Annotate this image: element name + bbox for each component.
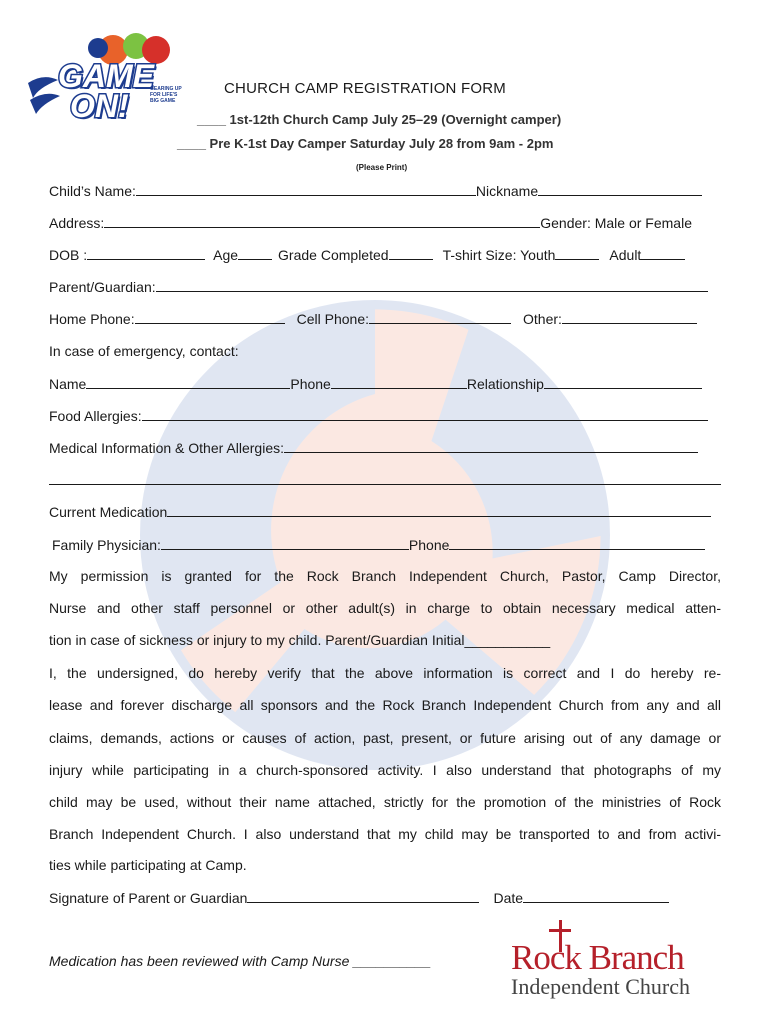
please-print-note: (Please Print) <box>356 163 408 172</box>
row-food <box>49 406 708 425</box>
camp-option-overnight <box>197 112 561 127</box>
row-emergency-contact <box>49 374 702 393</box>
permission-line-1: My permission is granted for the Rock Branch Independent Church, Pastor, Camp Director, <box>49 568 721 584</box>
parent-field[interactable] <box>156 277 708 292</box>
food-label: Food Allergies: <box>49 408 142 424</box>
logo-tagline: GEARING UP FOR LIFE'S BIG GAME <box>150 86 182 104</box>
child-name-label: Child’s Name: <box>49 183 136 199</box>
grade-field[interactable] <box>389 245 433 260</box>
address-field[interactable] <box>104 213 540 228</box>
relationship-field[interactable] <box>544 374 702 389</box>
church-name-line1: Rock Branch <box>511 938 684 977</box>
overnight-text: 1st-12th Church Camp July 25–29 (Overnight camper) <box>229 112 562 127</box>
physician-field[interactable] <box>161 535 409 550</box>
row-phones <box>49 309 697 328</box>
game-on-logo <box>28 28 188 128</box>
church-name-line2: Independent Church <box>511 974 690 999</box>
nickname-field[interactable] <box>538 181 702 196</box>
cell-phone-field[interactable] <box>369 309 511 324</box>
release-line-4: injury while participating in a church-sponsored activity. I also understand that photographs of my <box>49 762 721 778</box>
day-blank[interactable]: ____ <box>177 136 206 151</box>
row-parent <box>49 277 708 296</box>
row-medical <box>49 438 698 457</box>
address-label: Address: <box>49 215 105 231</box>
date-field[interactable] <box>523 888 669 903</box>
day-text: Pre K-1st Day Camper Saturday July 28 from 9am - 2pm <box>209 136 554 151</box>
logo-game-text: GAME <box>58 58 154 94</box>
medical-field-line2[interactable] <box>49 484 721 485</box>
food-field[interactable] <box>142 406 708 421</box>
release-line-2: lease and forever discharge all sponsors and the Rock Branch Independent Church from any and all <box>49 697 721 713</box>
camp-option-day <box>177 136 553 151</box>
phone-label: Phone <box>290 376 331 392</box>
overnight-blank[interactable]: ____ <box>197 112 226 127</box>
emergency-phone-field[interactable] <box>331 374 467 389</box>
permission-line-2: Nurse and other staff personnel or other adult(s) in charge to obtain necessary medical atten- <box>49 600 721 616</box>
row-address <box>49 213 692 232</box>
physician-label: Family Physician: <box>52 537 161 553</box>
age-label: Age <box>213 247 239 263</box>
physician-phone-label: Phone <box>408 537 450 553</box>
form-title: CHURCH CAMP REGISTRATION FORM <box>224 80 506 97</box>
row-physician <box>52 535 705 554</box>
medication-field[interactable] <box>167 502 711 517</box>
release-line-6: Branch Independent Church. I also understand that my child may be transported to and from activi- <box>49 826 721 842</box>
dob-field[interactable] <box>87 245 205 260</box>
release-line-3: claims, demands, actions or causes of action, past, present, or future arising out of any damage or <box>49 730 721 746</box>
medical-field[interactable] <box>284 438 698 453</box>
release-line-1: I, the undersigned, do hereby verify that the above information is correct and I do hereby re- <box>49 665 721 681</box>
cell-phone-label: Cell Phone: <box>296 311 369 327</box>
signature-field[interactable] <box>247 888 479 903</box>
medical-label: Medical Information & Other Allergies: <box>49 440 284 456</box>
relationship-label: Relationship <box>466 376 544 392</box>
rock-branch-logo <box>505 920 730 1000</box>
name-label: Name <box>49 376 87 392</box>
tshirt-youth-field[interactable] <box>555 245 599 260</box>
release-line-5: child may be used, without their name attached, strictly for the promotion of the ministries of Rock <box>49 794 721 810</box>
emergency-heading: In case of emergency, contact: <box>49 343 239 359</box>
row-dob <box>49 245 685 264</box>
dob-label: DOB : <box>49 247 88 263</box>
release-line-7: ties while participating at Camp. <box>49 857 247 873</box>
child-name-field[interactable] <box>136 181 476 196</box>
medication-label: Current Medication <box>49 504 168 520</box>
adult-label: Adult <box>609 247 642 263</box>
date-label: Date <box>493 890 524 906</box>
age-field[interactable] <box>238 245 272 260</box>
tshirt-adult-field[interactable] <box>641 245 685 260</box>
medication-review-line[interactable]: Medication has been reviewed with Camp Nurse __________ <box>49 953 432 969</box>
nickname-label: Nickname <box>475 183 539 199</box>
row-child-name <box>49 181 702 200</box>
home-phone-label: Home Phone: <box>49 311 135 327</box>
permission-line-3: tion in case of sickness or injury to my child. Parent/Guardian Initial___________ <box>49 632 551 648</box>
logo-on-text: ON! <box>70 88 129 124</box>
other-label: Other: <box>523 311 562 327</box>
grade-label: Grade Completed <box>278 247 389 263</box>
tshirt-label: T-shirt Size: Youth <box>442 247 556 263</box>
home-phone-field[interactable] <box>135 309 285 324</box>
signature-label: Signature of Parent or Guardian <box>49 890 248 906</box>
row-signature <box>49 888 669 907</box>
gender-label[interactable]: Gender: Male or Female <box>540 215 692 231</box>
parent-label: Parent/Guardian: <box>49 279 156 295</box>
physician-phone-field[interactable] <box>449 535 705 550</box>
emergency-name-field[interactable] <box>86 374 290 389</box>
row-medication <box>49 502 711 521</box>
other-field[interactable] <box>562 309 697 324</box>
